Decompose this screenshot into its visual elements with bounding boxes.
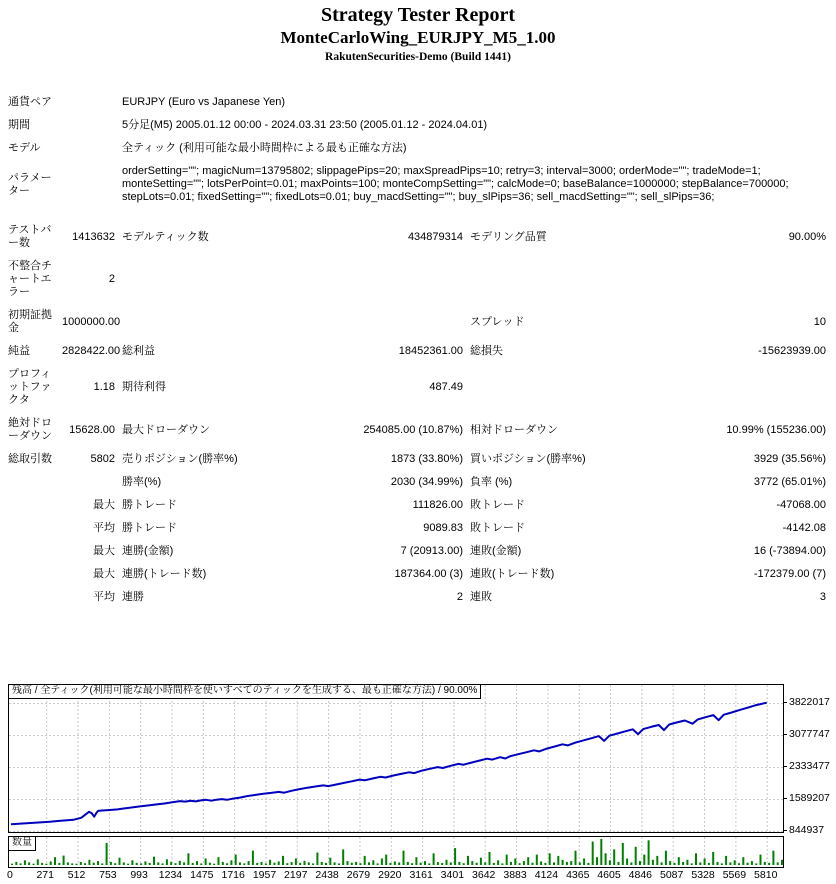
report-server: RakutenSecurities-Demo (Build 1441): [325, 51, 511, 63]
x-axis-label: 4365: [566, 869, 590, 881]
x-axis-label: 5810: [754, 869, 778, 881]
report-header: [0, 0, 836, 64]
stat-value-1: 2828422.00: [62, 345, 121, 357]
x-axis-label: 4605: [597, 869, 621, 881]
stat-label-3: [463, 275, 640, 285]
row-label: 総取引数: [8, 453, 52, 465]
x-axis-label: 4124: [534, 869, 559, 881]
stat-label-3: 買いポジション(勝率%): [470, 453, 586, 465]
stat-value-3: [640, 275, 826, 285]
row-label: [8, 547, 62, 557]
stat-label-3: 連敗(トレード数): [470, 568, 555, 580]
stat-label-2: 連勝: [122, 591, 144, 603]
y-axis-label: 844937: [789, 823, 825, 836]
y-axis-label: 3822017: [789, 695, 830, 708]
y-axis-label: 2333477: [789, 759, 830, 772]
stat-label-2: 勝トレード: [122, 499, 177, 511]
stat-value-1: 5802: [90, 453, 115, 465]
stat-value-3: -15623939.00: [758, 345, 826, 357]
stat-value-3: 3929 (35.56%): [753, 453, 826, 465]
stat-label-3: モデリング品質: [470, 230, 547, 243]
stat-label-2: 期待利得: [122, 381, 166, 393]
x-axis-label: 2920: [378, 869, 402, 881]
stat-row: [8, 448, 834, 471]
stat-label-3: 相対ドローダウン: [470, 423, 558, 436]
row-value: EURJPY (Euro vs Japanese Yen): [122, 96, 286, 108]
y-tick-mark: [783, 734, 787, 735]
stat-row: [8, 471, 834, 494]
stat-value-1: [62, 478, 115, 488]
row-label: 不整合チャートエラー: [8, 260, 52, 298]
stat-label-3: 連敗: [470, 591, 492, 603]
stat-value-3: -172379.00 (7): [753, 568, 826, 580]
x-axis-label: 2438: [315, 869, 339, 881]
stat-value-1: 最大: [93, 545, 115, 557]
stat-value-2: 254085.00 (10.87%): [363, 423, 463, 436]
stat-value-2: 111826.00: [412, 499, 463, 511]
stat-row: [8, 517, 834, 540]
stat-label-3: 連敗(金額): [470, 545, 522, 557]
stat-row: [8, 494, 834, 517]
row-value: 全ティック (利用可能な最小時間枠による最も正確な方法): [122, 142, 407, 154]
info-row: [8, 137, 834, 160]
stat-value-1: 最大: [93, 568, 115, 580]
volume-chart-label: 数量: [9, 837, 36, 851]
stat-value-1: 1000000.00: [62, 315, 121, 328]
stat-row: [8, 304, 834, 340]
stat-row: [8, 563, 834, 586]
stat-label-3: [463, 383, 640, 393]
y-tick-mark: [783, 702, 787, 703]
stat-row: [8, 255, 834, 304]
row-label: モデル: [8, 142, 41, 154]
x-axis-label: 5569: [722, 869, 747, 881]
stat-value-2: 434879314: [407, 230, 463, 243]
stat-label-2: 最大ドローダウン: [122, 423, 210, 436]
stat-label-2: 連勝(金額): [122, 545, 174, 557]
stat-value-1: 平均: [93, 522, 115, 534]
stat-value-3: 16 (-73894.00): [753, 545, 826, 557]
row-label: 純益: [8, 345, 30, 357]
stat-value-2: 487.49: [429, 381, 463, 393]
stat-row: [8, 412, 834, 448]
volume-bars: [9, 837, 783, 865]
stat-value-3: -4142.08: [782, 522, 826, 534]
x-axis-label: 3883: [503, 869, 527, 881]
stat-row: [8, 363, 834, 412]
x-axis-label: 2197: [284, 869, 308, 881]
stat-value-3: 3: [819, 591, 826, 603]
stat-value-2: 7 (20913.00): [400, 545, 463, 557]
stat-value-2: 9089.83: [423, 522, 463, 534]
stat-row: [8, 340, 834, 363]
row-label: [8, 570, 62, 580]
volume-chart: [8, 836, 784, 868]
stat-row: [8, 586, 834, 609]
stat-value-2: [307, 317, 463, 327]
x-axis-label: 1716: [221, 869, 245, 881]
row-label: 期間: [8, 119, 30, 131]
stat-value-2: [307, 275, 463, 285]
x-axis-label: 753: [99, 869, 117, 881]
stat-value-3: [640, 383, 826, 393]
row-label: プロフィットファクタ: [8, 368, 52, 406]
x-axis-label: 1234: [158, 869, 183, 881]
x-axis-label: 5328: [691, 869, 715, 881]
stat-label-3: 敗トレード: [470, 522, 525, 534]
x-axis-label: 3161: [409, 869, 433, 881]
balance-curve: [9, 685, 783, 832]
stat-value-1: 最大: [93, 499, 115, 511]
row-label: [8, 593, 62, 603]
stat-value-2: 2: [456, 591, 463, 603]
stat-value-2: 18452361.00: [398, 345, 463, 357]
report-subtitle: MonteCarloWing_EURJPY_M5_1.00: [280, 28, 556, 47]
info-row: [8, 91, 834, 114]
stat-label-2: 連勝(トレード数): [122, 568, 207, 580]
stat-value-1: 15628.00: [69, 423, 115, 436]
stat-label-3: 敗トレード: [470, 499, 525, 511]
x-axis-label: 3642: [472, 869, 496, 881]
balance-chart-label: 残高 / 全ティック(利用可能な最小時間枠を使いすべてのティックを生成する、最も正確な方法) / 90.00%: [9, 685, 481, 699]
stat-value-1: 2: [108, 273, 115, 285]
stat-label-2: 勝トレード: [122, 522, 177, 534]
x-axis-label: 0: [7, 869, 13, 881]
stat-value-2: 1873 (33.80%): [390, 453, 463, 465]
info-row: [8, 114, 834, 137]
stat-label-2: 総利益: [122, 345, 155, 357]
row-label: テストバー数: [8, 224, 52, 249]
spacer: [8, 209, 834, 219]
stat-value-2: 2030 (34.99%): [390, 476, 463, 488]
row-label: 初期証拠金: [8, 309, 52, 334]
stat-value-3: 10: [813, 315, 826, 328]
y-tick-mark: [783, 830, 787, 831]
stat-label-2: モデルティック数: [122, 230, 209, 243]
x-axis-label: 4846: [628, 869, 653, 881]
row-label: 通貨ペア: [8, 96, 52, 108]
x-axis-label: 1475: [190, 869, 214, 881]
stat-label-3: 総損失: [470, 345, 503, 357]
x-axis-label: 512: [67, 869, 86, 881]
stat-value-1: 1.18: [93, 381, 115, 393]
stat-label-2: 勝率(%): [122, 476, 162, 488]
stat-value-1: 平均: [93, 591, 115, 603]
stat-row: [8, 540, 834, 563]
x-axis-label: 3401: [440, 869, 465, 881]
stat-label-3: スプレッド: [470, 315, 525, 328]
x-axis-label: 5087: [660, 869, 684, 881]
stat-value-3: 10.99% (155236.00): [726, 423, 826, 436]
y-tick-mark: [783, 798, 787, 799]
stat-value-3: 90.00%: [788, 230, 826, 243]
stat-label-2: 売りポジション(勝率%): [122, 453, 238, 465]
x-axis-label: 2679: [346, 869, 371, 881]
stat-label-2: [115, 275, 307, 285]
stat-label-3: 負率 (%): [470, 476, 513, 488]
charts-section: [0, 683, 836, 884]
row-label: [8, 524, 62, 534]
y-axis-label: 3077747: [789, 727, 830, 740]
row-label: 絶対ドローダウン: [8, 417, 52, 442]
stat-value-2: 187364.00 (3): [394, 568, 463, 580]
row-value: 5分足(M5) 2005.01.12 00:00 - 2024.03.31 23:50 (2005.01.12 - 2024.04.01): [122, 119, 488, 131]
row-label: パラメーター: [8, 171, 52, 197]
y-tick-mark: [783, 766, 787, 767]
stats-table: [0, 91, 834, 609]
x-axis-label: 1957: [252, 869, 277, 881]
x-axis-label: 271: [36, 869, 54, 881]
stat-value-3: -47068.00: [776, 499, 826, 511]
balance-chart: [8, 684, 784, 833]
y-axis-label: 1589207: [789, 791, 830, 804]
row-value: orderSetting=""; magicNum=13795802; slippagePips=20; maxSpreadPips=10; retry=3; interval=3000; orderMode=""; tradeMode=1; monteSetting=""; lotsPerPoint=0.01; maxPoints=100; monteCompSetting=""; calcMode=0; baseBalance=1000000; stepBalance=700000; stepLots=0.01; fixedSetting=""; fixedLots=0.01; buy_macdSetting=""; buy_slPips=36; sell_macdSetting=""; sell_slPips=36;: [122, 165, 789, 203]
x-axis-label: 993: [130, 869, 148, 881]
row-label: [8, 501, 62, 511]
stat-value-1: 1413632: [72, 230, 115, 243]
stat-value-3: 3772 (65.01%): [753, 476, 826, 488]
info-row: [8, 160, 834, 209]
stat-label-2: [115, 317, 307, 327]
report-title: Strategy Tester Report: [320, 4, 516, 26]
row-label: [8, 478, 62, 488]
stat-row: [8, 219, 834, 255]
